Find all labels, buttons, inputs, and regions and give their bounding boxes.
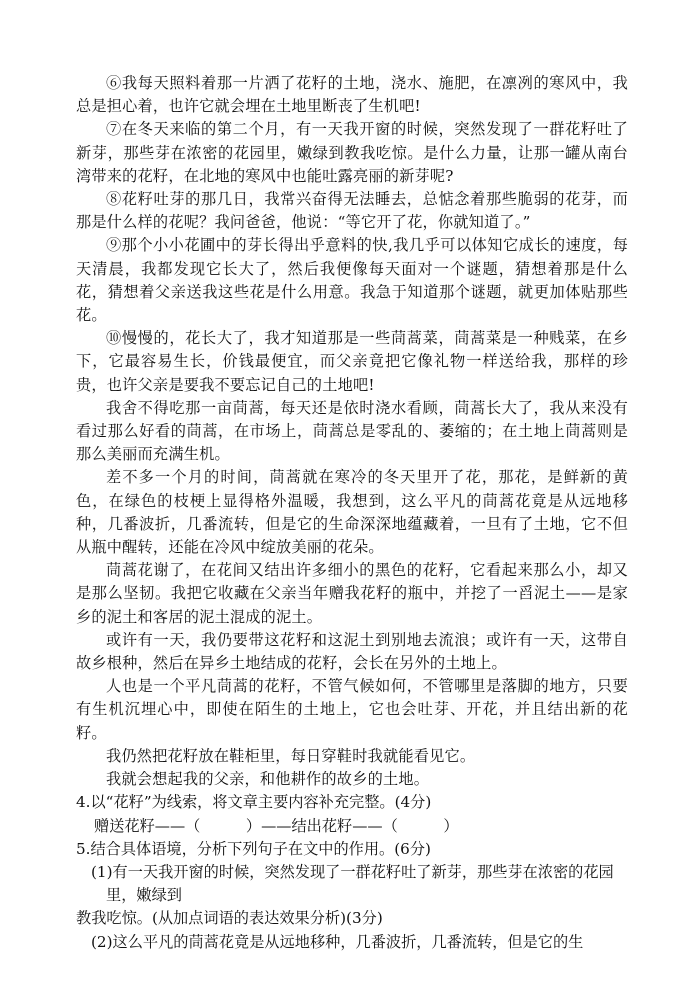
- question-4-fill-blanks: 赠送花籽——（ ）——结出花籽——（ ）: [94, 816, 459, 835]
- question-5-sub-2: (2)这么平凡的茼蒿花竟是从远地移种，几番波折，几番流转，但是它的生: [91, 932, 584, 951]
- paragraph-16: 我仍然把花籽放在鞋柜里，每日穿鞋时我就能看见它。: [106, 746, 476, 765]
- paragraph-13: 茼蒿花谢了，在花间又结出许多细小的黑色的花籽，它看起来那么小，却又是那么坚韧。我把它收藏在父亲当年赠我花籽的瓶中，并挖了一舀泥土——是家乡的泥土和客居的泥土混成的泥土。: [76, 561, 628, 626]
- paragraph-9: ⑨那个小小花圃中的芽长得出乎意料的快,我几乎可以体知它成长的速度，每天清晨，我都发现它长大了，然后我便像每天面对一个谜题，猜想着那是什么花，猜想着父亲送我这些花是什么用意。我急于知道那个谜题，就更加体贴那些花。: [76, 236, 628, 325]
- paragraph-11: 我舍不得吃那一亩茼蒿，每天还是依时浇水看顾，茼蒿长大了，我从来没有看过那么好看的茼蒿，在市场上，茼蒿总是零乱的、萎缩的；在土地上茼蒿则是那么美丽而充满生机。: [76, 398, 628, 464]
- paragraph-10: ⑩慢慢的，花长大了，我才知道那是一些茼蒿菜，茼蒿菜是一种贱菜，在乡下，它最容易生长，价钱最便宜，而父亲竟把它像礼物一样送给我，那样的珍贵，也许父亲是要我不要忘记自己的土地吧!: [76, 329, 628, 394]
- paragraph-6: ⑥我每天照料着那一片洒了花籽的土地，浇水、施肥，在凛冽的寒风中，我总是担心着，也许它就会埋在土地里断丧了生机吧!: [76, 74, 628, 116]
- question-5-sub-1: (1)有一天我开窗的时候，突然发现了一群花籽吐了新芽，那些芽在浓密的花园里，嫩绿到: [91, 862, 614, 905]
- paragraph-8: ⑧花籽吐芽的那几日，我常兴奋得无法睡去，总惦念着那些脆弱的花芽，而那是什么样的花呢？我问爸爸，他说：“等它开了花，你就知道了。”: [76, 190, 628, 232]
- question-5-sub-1-cont: 教我吃惊。(从加点词语的表达效果分析)(3分): [76, 909, 383, 928]
- paragraph-7: ⑦在冬天来临的第二个月，有一天我开窗的时候，突然发现了一群花籽吐了新芽，那些芽在浓密的花园里，嫩绿到教我吃惊。是什么力量，让那一罐从南台湾带来的花籽，在北地的寒风中也能吐露亮丽的新芽呢?: [76, 120, 628, 185]
- paragraph-17: 我就会想起我的父亲，和他耕作的故乡的土地。: [106, 770, 430, 789]
- paragraph-14: 或许有一天，我仍要带这花籽和这泥土到别地去流浪；或许有一天，这带自故乡根种，然后在异乡土地结成的花籽，会长在另外的土地上。: [76, 630, 628, 673]
- paragraph-15: 人也是一个平凡茼蒿的花籽，不管气候如何，不管哪里是落脚的地方，只要有生机沉埋心中，即使在陌生的土地上，它也会吐芽、开花，并且结出新的花籽。: [76, 677, 628, 742]
- question-5-title: 5.结合具体语境，分析下列句子在文中的作用。(6分): [76, 839, 431, 858]
- question-4-title: 4.以“花籽”为线索，将文章主要内容补充完整。(4分): [76, 793, 432, 812]
- document-page: [76, 72, 628, 954]
- paragraph-12: 差不多一个月的时间，茼蒿就在寒冷的冬天里开了花，那花，是鲜新的黄色，在绿色的枝梗上显得格外温暖，我想到，这么平凡的茼蒿花竟是从远地移种，几番波折，几番流转，但是它的生命深深地蕴藏着，一旦有了土地，它不但从瓶中醒转，还能在冷风中绽放美丽的花朵。: [76, 468, 628, 557]
